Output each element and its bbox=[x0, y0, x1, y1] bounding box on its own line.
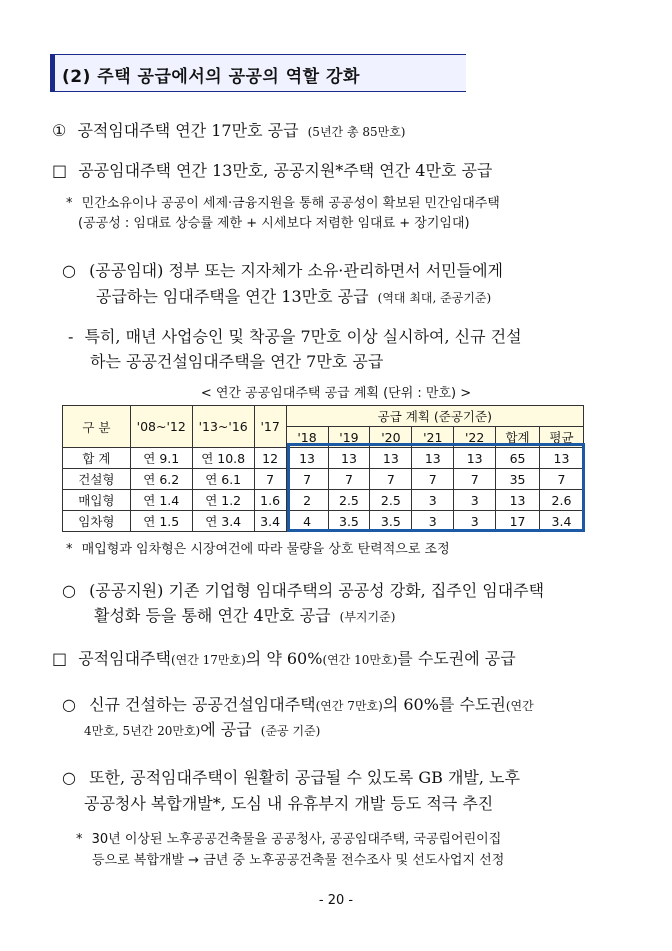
cell-0812: 연 9.1 bbox=[130, 448, 192, 469]
para-1 bbox=[52, 118, 405, 141]
para-6-marker: □ bbox=[52, 649, 68, 668]
footnote-2-text: 매입형과 임차형은 시장여건에 따라 물량을 상호 탄력적으로 조정 bbox=[81, 542, 450, 557]
row-label: 임차형 bbox=[63, 511, 131, 532]
cell-1316: 연 1.2 bbox=[192, 490, 254, 511]
para-5-line-2 bbox=[94, 603, 395, 626]
para-5-text-2: 활성화 등을 통해 연간 4만호 공급 bbox=[94, 606, 331, 625]
cell-average: 13 bbox=[540, 448, 584, 469]
section-header bbox=[50, 54, 466, 92]
para-7-line-2 bbox=[84, 717, 320, 740]
section-title: (2) 주택 공급에서의 공공의 역할 강화 bbox=[62, 67, 360, 87]
cell-17: 12 bbox=[254, 448, 286, 469]
table-row-lease bbox=[63, 511, 584, 532]
para-1-marker: ① bbox=[52, 121, 67, 140]
header-0812: '08~'12 bbox=[130, 406, 192, 448]
para-7-line-1 bbox=[62, 692, 534, 715]
header-year-18: '18 bbox=[286, 427, 328, 448]
para-5-line-1 bbox=[62, 578, 544, 601]
para-7-d: (연간 bbox=[505, 699, 534, 713]
para-3-marker: ○ bbox=[62, 261, 76, 280]
header-plan: 공급 계획 (준공기준) bbox=[286, 406, 583, 427]
para-7-line2b: 에 공급 bbox=[200, 720, 252, 739]
para-8-line2b: , 도심 내 유휴부지 개발 등도 적극 추진 bbox=[220, 794, 494, 813]
cell-0812: 연 1.4 bbox=[130, 490, 192, 511]
header-year-20: '20 bbox=[370, 427, 412, 448]
header-year-22: '22 bbox=[454, 427, 496, 448]
header-17: '17 bbox=[254, 406, 286, 448]
cell-average: 7 bbox=[540, 469, 584, 490]
row-label: 합 계 bbox=[63, 448, 131, 469]
para-8-text-1: 또한, 공적임대주택이 원활히 공급될 수 있도록 GB 개발, 노후 bbox=[89, 768, 520, 787]
para-5-note: (부지기준) bbox=[339, 610, 396, 624]
header-year-21: '21 bbox=[412, 427, 454, 448]
para-7-c: 의 60%를 수도권 bbox=[382, 695, 506, 714]
footnote-2-star: * bbox=[66, 542, 73, 557]
para-2 bbox=[52, 158, 492, 181]
cell-22: 3 bbox=[454, 511, 496, 532]
footnote-3-line-2: 등으로 복합개발 → 금년 중 노후공공건축물 전수조사 및 선도사업지 선정 bbox=[92, 853, 505, 868]
cell-20: 3.5 bbox=[370, 511, 412, 532]
cell-total: 65 bbox=[496, 448, 540, 469]
cell-21: 3 bbox=[412, 511, 454, 532]
para-7-marker: ○ bbox=[62, 695, 76, 714]
cell-17: 1.6 bbox=[254, 490, 286, 511]
para-2-marker: □ bbox=[52, 161, 68, 180]
cell-21: 13 bbox=[412, 448, 454, 469]
cell-21: 3 bbox=[412, 490, 454, 511]
para-6-c: 의 약 60% bbox=[245, 649, 323, 668]
footnote-1-line-2: (공공성 : 임대료 상승률 제한 + 시세보다 저렴한 임대료 + 장기임대) bbox=[78, 216, 470, 231]
cell-22: 3 bbox=[454, 490, 496, 511]
para-8-line-2 bbox=[84, 791, 493, 814]
page-number: - 20 - bbox=[318, 893, 354, 908]
cell-total: 35 bbox=[496, 469, 540, 490]
supply-plan-table bbox=[62, 405, 584, 532]
cell-1316: 연 3.4 bbox=[192, 511, 254, 532]
cell-20: 7 bbox=[370, 469, 412, 490]
footnote-2 bbox=[66, 538, 450, 557]
para-2-text: 공공임대주택 연간 13만호, 공공지원*주택 연간 4만호 공급 bbox=[78, 161, 493, 180]
cell-18: 4 bbox=[286, 511, 328, 532]
para-6-e: 를 수도권에 공급 bbox=[397, 649, 516, 668]
para-3-text-2: 공급하는 임대주택을 연간 13만호 공급 bbox=[96, 287, 369, 306]
cell-18: 2 bbox=[286, 490, 328, 511]
footnote-3-star: * bbox=[76, 832, 83, 847]
para-3-line-2 bbox=[96, 284, 491, 307]
row-label: 매입형 bbox=[63, 490, 131, 511]
row-label: 건설형 bbox=[63, 469, 131, 490]
para-8-line2a: 공공청사 복합개발* bbox=[84, 794, 221, 813]
para-6 bbox=[52, 646, 516, 669]
para-7-line2a: 4만호, 5년간 20만호) bbox=[84, 724, 201, 738]
para-8-marker: ○ bbox=[62, 768, 76, 787]
para-5-text-1: (공공지원) 기존 기업형 임대주택의 공공성 강화, 집주인 임대주택 bbox=[89, 581, 545, 600]
cell-total: 17 bbox=[496, 511, 540, 532]
cell-18: 13 bbox=[286, 448, 328, 469]
para-4-line-1 bbox=[68, 324, 522, 347]
para-8-line-1 bbox=[62, 765, 520, 788]
table-row-purchase bbox=[63, 490, 584, 511]
cell-22: 7 bbox=[454, 469, 496, 490]
para-7-a: 신규 건설하는 공공건설임대주택 bbox=[89, 695, 316, 714]
para-6-a: 공적임대주택 bbox=[78, 649, 171, 668]
header-1316: '13~'16 bbox=[192, 406, 254, 448]
cell-19: 7 bbox=[328, 469, 370, 490]
cell-0812: 연 1.5 bbox=[130, 511, 192, 532]
para-1-note: (5년간 총 85만호) bbox=[307, 125, 406, 139]
para-4-line-2: 하는 공공건설임대주택을 연간 7만호 공급 bbox=[90, 352, 384, 371]
cell-22: 13 bbox=[454, 448, 496, 469]
table-row-construction bbox=[63, 469, 584, 490]
para-4-text-1: 특히, 매년 사업승인 및 착공을 7만호 이상 실시하여, 신규 건설 bbox=[84, 327, 522, 346]
footnote-3-text-1: 30년 이상된 노후공공건축물을 공공청사, 공공임대주택, 국공립어린이집 bbox=[91, 832, 502, 847]
cell-average: 3.4 bbox=[540, 511, 584, 532]
cell-17: 3.4 bbox=[254, 511, 286, 532]
table-row-total bbox=[63, 448, 584, 469]
cell-1316: 연 6.1 bbox=[192, 469, 254, 490]
header-total: 합계 bbox=[496, 427, 540, 448]
para-4-marker: - bbox=[68, 327, 74, 346]
cell-18: 7 bbox=[286, 469, 328, 490]
footnote-1-line-1 bbox=[66, 192, 500, 211]
footnote-3-line-1 bbox=[76, 828, 501, 847]
cell-1316: 연 10.8 bbox=[192, 448, 254, 469]
header-gubun: 구 분 bbox=[63, 406, 131, 448]
para-7-note: (준공 기준) bbox=[260, 724, 321, 738]
cell-19: 3.5 bbox=[328, 511, 370, 532]
para-3-note: (역대 최대, 준공기준) bbox=[377, 291, 492, 305]
table-caption: < 연간 공공임대주택 공급 계획 (단위 : 만호) > bbox=[200, 386, 472, 401]
cell-19: 2.5 bbox=[328, 490, 370, 511]
para-3-text-1: (공공임대) 정부 또는 지자체가 소유·관리하면서 서민들에게 bbox=[89, 261, 504, 280]
cell-20: 2.5 bbox=[370, 490, 412, 511]
para-6-d: (연간 10만호) bbox=[322, 653, 398, 667]
section-bar bbox=[50, 55, 55, 91]
header-year-19: '19 bbox=[328, 427, 370, 448]
cell-average: 2.6 bbox=[540, 490, 584, 511]
para-5-marker: ○ bbox=[62, 581, 76, 600]
cell-19: 13 bbox=[328, 448, 370, 469]
cell-21: 7 bbox=[412, 469, 454, 490]
footnote-1-text-1: 민간소유이나 공공이 세제·금융지원을 통해 공공성이 확보된 민간임대주택 bbox=[81, 196, 500, 211]
footnote-1-star: * bbox=[66, 196, 73, 211]
para-7-b: (연간 7만호) bbox=[315, 699, 383, 713]
cell-17: 7 bbox=[254, 469, 286, 490]
cell-0812: 연 6.2 bbox=[130, 469, 192, 490]
cell-20: 13 bbox=[370, 448, 412, 469]
para-6-b: (연간 17만호) bbox=[170, 653, 246, 667]
para-1-text: 공적임대주택 연간 17만호 공급 bbox=[77, 121, 299, 140]
para-3-line-1 bbox=[62, 258, 503, 281]
cell-total: 13 bbox=[496, 490, 540, 511]
header-average: 평균 bbox=[540, 427, 584, 448]
